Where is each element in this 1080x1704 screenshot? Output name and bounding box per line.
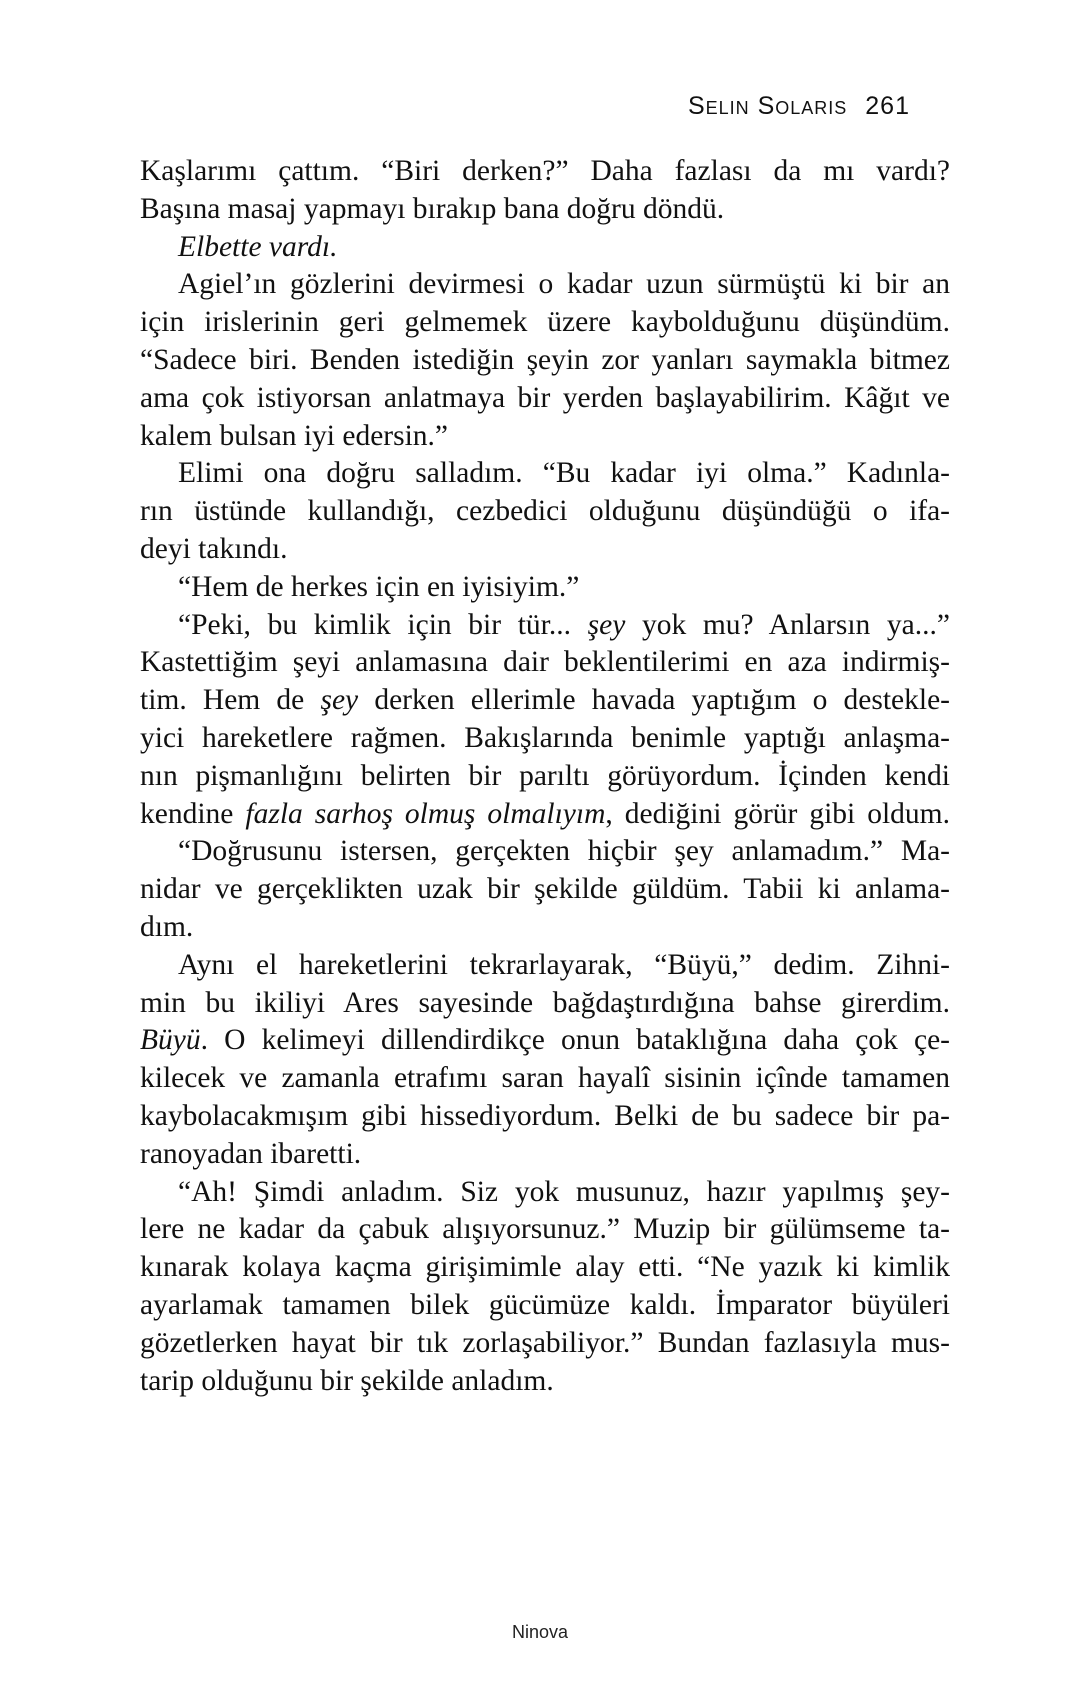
text-segment: kınarak kolaya kaçma girişimimle alay etti. “Ne yazık ki kimlik: [140, 1251, 950, 1284]
running-head: [688, 92, 910, 121]
text-line: [140, 229, 950, 267]
text-line: [140, 455, 950, 493]
page-number: 261: [865, 92, 910, 120]
text-segment: “Ah! Şimdi anladım. Siz yok musunuz, hazır yapılmış şey-: [178, 1175, 950, 1208]
text-segment: kalem bulsan iyi edersin.”: [140, 419, 449, 452]
text-line: [140, 985, 950, 1023]
text-line: [140, 833, 950, 871]
text-segment: kaybolacakmışım gibi hissediyordum. Belki de bu sadece bir pa-: [140, 1099, 950, 1132]
text-segment: dım.: [140, 910, 194, 943]
text-line: [140, 682, 950, 720]
italic-text: fazla sarhoş olmuş olmalıyım: [245, 797, 606, 830]
text-line: [140, 569, 950, 607]
text-line: [140, 607, 950, 645]
text-line: [140, 266, 950, 304]
text-segment: Agiel’ın gözlerini devirmesi o kadar uzun sürmüştü ki bir an: [178, 268, 950, 301]
text-line: [140, 342, 950, 380]
text-line: [140, 493, 950, 531]
text-segment: rın üstünde kullandığı, cezbedici olduğunu düşündüğü o ifa-: [140, 495, 950, 528]
text-line: [140, 796, 950, 834]
text-line: [140, 909, 950, 947]
body-text: [140, 153, 950, 1400]
text-line: [140, 191, 950, 229]
text-segment: Kaşlarımı çattım. “Biri derken?” Daha fazlası da mı vardı?: [140, 155, 950, 187]
text-line: [140, 1136, 950, 1174]
text-segment: tim. Hem de: [140, 684, 321, 717]
italic-text: şey: [587, 608, 626, 641]
text-segment: lere ne kadar da çabuk alışıyorsunuz.” Muzip bir gülümseme ta-: [140, 1213, 950, 1246]
text-segment: deyi takındı.: [140, 532, 288, 565]
text-line: [140, 304, 950, 342]
text-segment: min bu ikiliyi Ares sayesinde bağdaştırdığına bahse girerdim.: [140, 986, 950, 1019]
text-segment: “Peki, bu kimlik için bir tür...: [178, 608, 588, 641]
text-line: [140, 1211, 950, 1249]
text-segment: ayarlamak tamamen bilek gücümüze kaldı. İmparator büyüleri: [140, 1288, 950, 1321]
italic-text: Elbette vardı.: [178, 230, 338, 263]
text-line: [140, 1098, 950, 1136]
text-segment: nidar ve gerçeklikten uzak bir şekilde güldüm. Tabii ki anlama-: [140, 873, 950, 906]
text-line: [140, 644, 950, 682]
text-line: [140, 1325, 950, 1363]
text-segment: nın pişmanlığını belirten bir parıltı görüyordum. İçinden kendi: [140, 759, 950, 792]
text-line: [140, 380, 950, 418]
text-line: [140, 1287, 950, 1325]
text-segment: yici hareketlere rağmen. Bakışlarında benimle yaptığı anlaşma-: [140, 721, 950, 754]
text-segment: Elimi ona doğru salladım. “Bu kadar iyi olma.” Kadınla-: [178, 457, 950, 490]
text-segment: derken ellerimle havada yaptığım o destekle-: [358, 684, 950, 717]
text-line: [140, 1363, 950, 1401]
text-segment: “Doğrusunu istersen, gerçekten hiçbir şey anlamadım.” Ma-: [178, 835, 950, 868]
text-segment: Kastettiğim şeyi anlamasına dair beklentilerimi en aza indirmiş-: [140, 646, 950, 679]
text-segment: Aynı el hareketlerini tekrarlayarak, “Büyü,” dedim. Zihni-: [178, 948, 950, 981]
text-line: [140, 1022, 950, 1060]
text-segment: gözetlerken hayat bir tık zorlaşabiliyor.” Bundan fazlasıyla mus-: [140, 1326, 950, 1359]
text-line: [140, 758, 950, 796]
text-line: [140, 1060, 950, 1098]
italic-text: Büyü: [140, 1024, 201, 1057]
text-segment: . O kelimeyi dillendirdikçe onun bataklığına daha çok çe-: [200, 1024, 950, 1057]
text-segment: Başına masaj yapmayı bırakıp bana doğru döndü.: [140, 192, 725, 225]
text-line: [140, 531, 950, 569]
text-line: [140, 720, 950, 758]
text-segment: , dediğini görür gibi oldum.: [605, 797, 950, 830]
text-segment: kendine: [140, 797, 246, 830]
text-segment: için irislerinin geri gelmemek üzere kaybolduğunu düşündüm.: [140, 306, 950, 339]
text-line: [140, 153, 950, 191]
text-segment: ranoyadan ibaretti.: [140, 1137, 362, 1170]
text-segment: kilecek ve zamanla etrafımı saran hayalî sisinin içînde tamamen: [140, 1062, 950, 1095]
text-segment: “Hem de herkes için en iyisiyim.”: [178, 570, 580, 603]
text-line: [140, 1174, 950, 1212]
author-name: Selin Solaris: [687, 92, 848, 120]
text-line: [140, 1249, 950, 1287]
text-segment: yok mu? Anlarsın ya...”: [625, 608, 950, 641]
text-segment: “Sadece biri. Benden istediğin şeyin zor yanları saymakla bitmez: [140, 343, 950, 376]
publisher-footer: Ninova: [511, 1622, 569, 1642]
text-segment: ama çok istiyorsan anlatmaya bir yerden başlayabilirim. Kâğıt ve: [140, 381, 950, 414]
text-line: [140, 418, 950, 456]
text-line: [140, 947, 950, 985]
italic-text: şey: [320, 684, 359, 717]
text-segment: tarip olduğunu bir şekilde anladım.: [140, 1364, 554, 1397]
text-line: [140, 871, 950, 909]
